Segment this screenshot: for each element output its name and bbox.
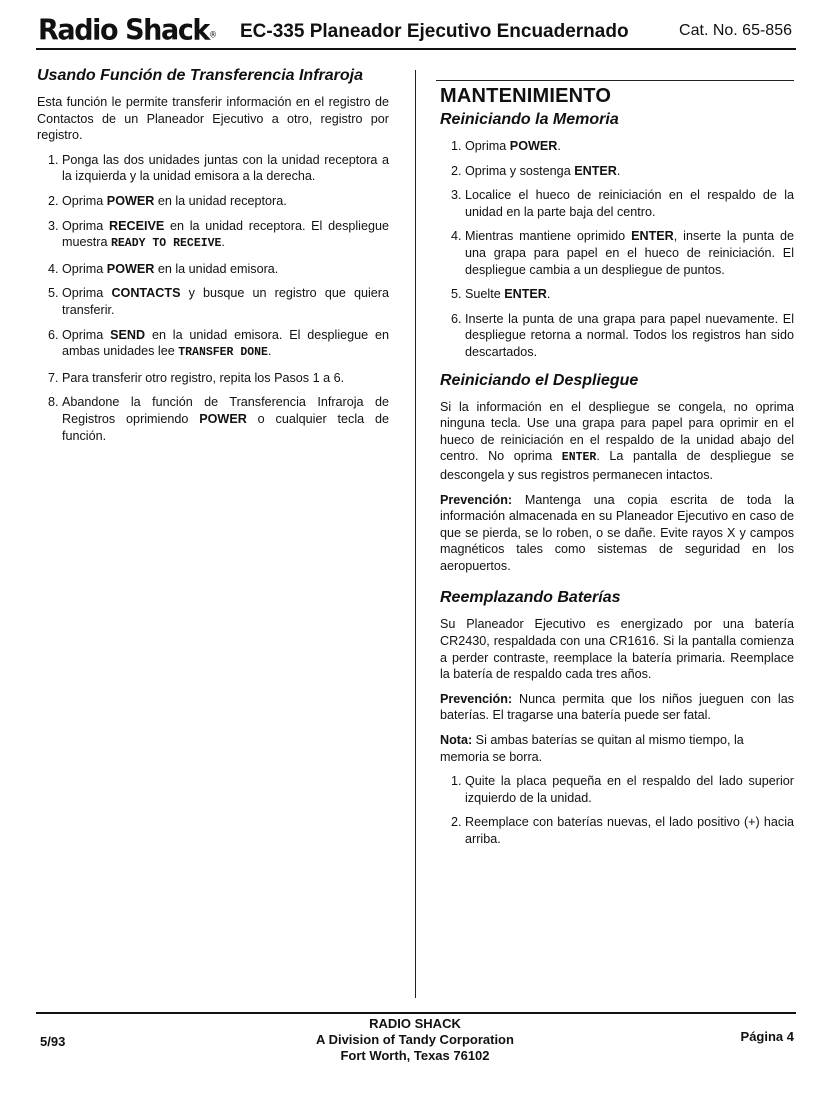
caution-label: Prevención: <box>440 492 513 507</box>
list-item <box>37 327 389 362</box>
list-item <box>440 187 794 220</box>
step-number: 6. <box>451 311 462 326</box>
step-text: . <box>616 163 621 178</box>
display-message: TRANSFER DONE <box>178 346 268 360</box>
footer-date: 5/93 <box>40 1034 66 1049</box>
step-text: Abandone la función de Transferencia Infraroja de Registros oprimiendo <box>62 395 389 426</box>
key-label: SEND <box>110 327 146 342</box>
registered-mark: ® <box>209 29 216 40</box>
display-message: READY TO RECEIVE <box>111 237 222 251</box>
footer-company: RADIO SHACK <box>369 1016 461 1031</box>
note-label: Nota: <box>440 733 473 748</box>
list-item <box>440 311 794 361</box>
list-item <box>440 163 794 180</box>
step-text: . <box>221 235 225 250</box>
list-item <box>37 394 389 444</box>
header-rule <box>36 48 796 50</box>
list-item <box>37 218 389 253</box>
step-text: Quite la placa pequeña en el respaldo del lado superior izquierdo de la unidad. <box>465 774 794 805</box>
maintenance-heading: MANTENIMIENTO <box>440 85 612 107</box>
right-column <box>440 80 794 858</box>
step-text: Oprima <box>62 261 107 276</box>
enter-key-label: ENTER <box>561 451 597 465</box>
step-text: en la unidad emisora. El despliegue en ambas unidades lee <box>62 327 389 359</box>
step-text: Inserte la punta de una grapa para papel nuevamente. El despliegue retorna a normal. Todos los registros han sido descartados. <box>465 311 794 359</box>
caution-backup-paragraph <box>440 492 794 575</box>
step-number: 4. <box>48 261 59 276</box>
step-text: en la unidad receptora. <box>154 193 287 208</box>
intro-paragraph: Esta función le permite transferir información en el registro de Contactos de un Planeador Ejecutivo a otro, registro por registro. <box>37 95 389 143</box>
catalog-number: Cat. No. 65-856 <box>679 22 792 39</box>
display-reset-paragraph <box>440 399 794 484</box>
batteries-intro-paragraph: Su Planeador Ejecutivo es energizado por una batería CR2430, respaldada con una CR1616. Si la pantalla comienza a perder contraste, reemplace la batería primaria. Reemplace la batería de respaldo cada tres años. <box>440 617 794 682</box>
step-text: Localice el hueco de reiniciación en el respaldo de la unidad en la parte baja del centro. <box>465 188 794 219</box>
footer-address: Fort Worth, Texas 76102 <box>340 1048 490 1063</box>
logo-text: Radio Shack <box>38 14 209 47</box>
list-item <box>37 370 389 387</box>
list-item <box>37 193 389 210</box>
note-paragraph <box>440 732 794 765</box>
step-text: Para transferir otro registro, repita los Pasos 1 a 6. <box>62 370 345 385</box>
step-number: 5. <box>48 286 59 301</box>
caution-label: Prevención: <box>440 691 513 706</box>
list-item <box>440 814 794 847</box>
step-number: 5. <box>451 287 462 302</box>
step-text: Oprima <box>62 286 112 301</box>
section-heading-memory-reset: Reiniciando la Memoria <box>440 111 619 128</box>
key-label: POWER <box>106 193 155 208</box>
footer-division: A Division of Tandy Corporation <box>316 1032 514 1047</box>
list-item <box>37 152 389 185</box>
step-text: Suelte <box>465 287 505 302</box>
step-number: 8. <box>48 395 59 410</box>
step-number: 7. <box>48 370 59 385</box>
key-label: ENTER <box>504 287 547 302</box>
step-text: Oprima <box>465 139 510 153</box>
step-number: 4. <box>451 229 462 244</box>
page-number: Página 4 <box>740 1029 794 1044</box>
footer-rule <box>36 1012 796 1014</box>
step-text: Ponga las dos unidades juntas con la unidad receptora a la izquierda y la unidad emisora a la derecha. <box>62 152 389 184</box>
step-number: 1. <box>48 152 59 167</box>
section-heading-batteries: Reemplazando Baterías <box>440 589 621 607</box>
step-text: en la unidad emisora. <box>154 261 279 276</box>
section-heading-display-reset: Reiniciando el Despliegue <box>440 371 639 389</box>
document-title: EC-335 Planeador Ejecutivo Encuadernado <box>240 21 629 42</box>
step-number: 6. <box>48 327 59 342</box>
list-item <box>440 228 794 278</box>
display-reset-text-b: . La pantalla de despliegue se descongela y sus registros permanecen intactos. <box>440 449 794 482</box>
caution-batteries-paragraph <box>440 691 794 724</box>
step-text: Oprima y sostenga <box>465 163 575 178</box>
display-reset-text-a: Si la información en el despliegue se congela, no oprima ninguna tecla. Use una grapa para papel para oprimir en el hueco de reiniciación en el respaldo de la unidad abajo del centro. No oprima <box>440 399 794 464</box>
left-column <box>37 66 389 454</box>
battery-steps-list <box>440 773 794 847</box>
list-item <box>37 261 389 278</box>
step-number: 2. <box>451 163 462 178</box>
step-text: o cualquier tecla de función. <box>62 411 389 443</box>
step-text: Mientras mantiene oprimido <box>465 229 632 244</box>
step-number: 1. <box>451 774 462 789</box>
key-label: RECEIVE <box>109 218 165 233</box>
list-item <box>440 138 794 155</box>
step-text: en la unidad receptora. El despliegue muestra <box>62 218 389 250</box>
step-text: . <box>557 139 561 153</box>
step-number: 2. <box>451 815 462 830</box>
step-number: 1. <box>451 139 462 153</box>
page-header <box>38 14 794 48</box>
radio-shack-logo <box>38 13 216 49</box>
key-label: ENTER <box>574 163 617 178</box>
step-text: Oprima <box>62 327 111 342</box>
key-label: POWER <box>509 139 558 153</box>
step-text: , inserte la punta de una grapa para papel en el hueco de reiniciación. El despliegue cambia a un despliegue de puntos. <box>465 229 794 277</box>
footer-company-block <box>250 1016 580 1064</box>
column-divider <box>415 70 416 998</box>
step-text: Oprima <box>62 218 109 233</box>
list-item <box>440 773 794 806</box>
key-label: CONTACTS <box>111 286 181 301</box>
step-number: 3. <box>451 188 462 203</box>
list-item <box>440 286 794 303</box>
step-text: Reemplace con baterías nuevas, el lado positivo (+) hacia arriba. <box>465 815 794 846</box>
key-label: POWER <box>106 261 155 276</box>
step-text: . <box>267 344 272 359</box>
list-item <box>37 285 389 318</box>
caution-text: Nunca permita que los niños jueguen con las baterías. El tragarse una batería puede ser fatal. <box>440 691 794 723</box>
key-label: ENTER <box>631 229 674 244</box>
note-text: Si ambas baterías se quitan al mismo tiempo, la memoria se borra. <box>440 733 744 764</box>
section-heading-infrared: Usando Función de Transferencia Infraroja <box>37 67 363 84</box>
step-number: 3. <box>48 218 59 233</box>
step-text: Oprima <box>62 193 107 208</box>
caution-text: Mantenga una copia escrita de toda la información almacenada en su Planeador Ejecutivo en caso de que se pierda, se lo roben, o se dañe. Evite rayos X y campos magnéticos tales como sistemas de seguridad en los aeropuertos. <box>440 492 794 573</box>
step-text: . <box>546 287 551 302</box>
step-text: y busque un registro que quiera transferir. <box>62 286 389 317</box>
key-label: POWER <box>199 411 247 426</box>
memory-reset-steps-list <box>440 138 794 361</box>
step-number: 2. <box>48 193 59 208</box>
infrared-steps-list <box>37 152 389 444</box>
